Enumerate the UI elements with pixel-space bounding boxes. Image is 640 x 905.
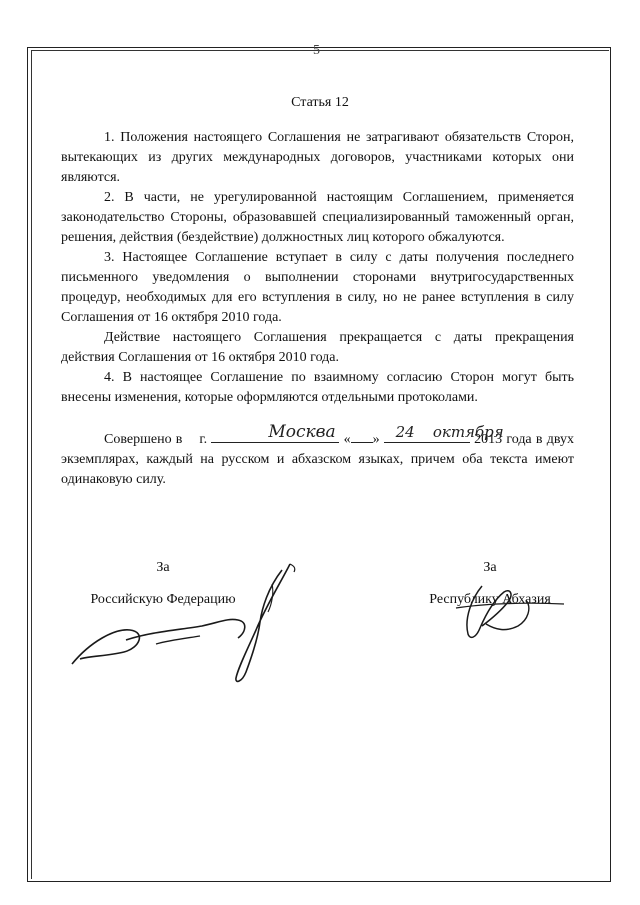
quote-close: » [372,432,380,447]
paragraph-1: 1. Положения настоящего Соглашения не затрагивают обязательств Сторон, вытекающих из других международных договоров, участниками которых они являются. [61,130,574,185]
page-number: 5 [313,43,320,58]
article-heading: Статья 12 [291,95,349,110]
signatory-right-za: За [483,560,497,575]
article-body [61,128,574,490]
closing-city-prefix: г. [199,432,208,447]
city-blank [211,422,339,443]
day-handwritten: 24 [395,423,415,441]
signature-left-image [60,560,310,690]
closing-text: 2013 года в двух экземплярах, каждый на русском и абхазском языках, причем оба текста имеют одинаковую силу. [61,432,575,487]
signatory-right-party: Республику Абхазия [429,592,551,607]
quote-open: « [343,432,351,447]
signatory-left-party: Российскую Федерацию [90,592,236,607]
closing-statement [61,422,575,490]
day-blank [351,423,415,443]
month-handwritten: октября [432,423,504,441]
paragraph-2: 2. В части, не урегулированной настоящим Соглашением, применяется законодательство Стороны, образовавшей специализированный таможенный орган, решения, действия (бездействие) должностных лиц которого обжалуются. [61,190,574,245]
signatory-left-za: За [156,560,170,575]
paragraph-4: 4. В настоящее Соглашение по взаимному согласию Сторон могут быть внесены изменения, которые оформляются отдельными протоколами. [61,370,574,405]
signature-right-image [452,578,572,648]
paragraph-3-continuation: Действие настоящего Соглашения прекращается с даты прекращения действия Соглашения от 16 октября 2010 года. [61,330,574,365]
city-handwritten: Москва [268,422,336,442]
paragraph-3: 3. Настоящее Соглашение вступает в силу с даты получения последнего письменного уведомления о выполнении сторонами внутригосударственных процедур, необходимых для его вступления в силу, но не ранее вступления в силу Соглашения от 16 октября 2010 года. [61,250,574,325]
closing-prefix: Совершено в [104,432,183,447]
month-blank [384,423,504,443]
